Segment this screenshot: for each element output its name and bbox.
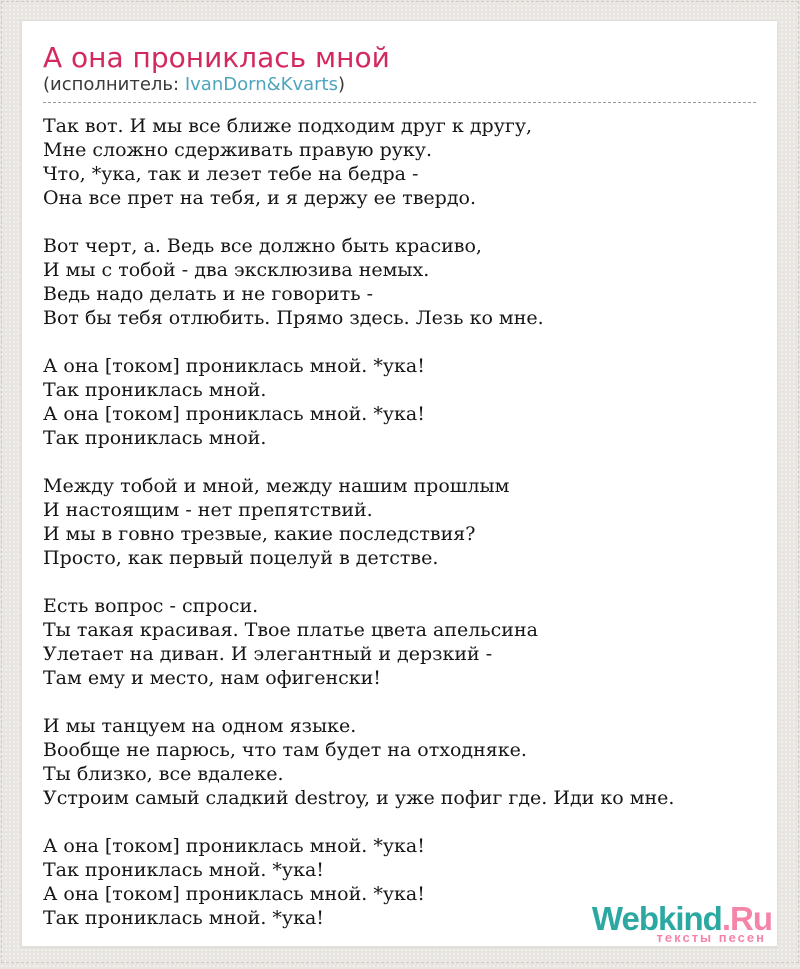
page-title: А она прониклась мной bbox=[43, 41, 390, 74]
lyric-line: Мне сложно сдерживать правую руку. bbox=[43, 139, 433, 161]
lyric-line: Есть вопрос - спроси. bbox=[43, 595, 259, 617]
performer-suffix: ) bbox=[337, 74, 345, 95]
lyric-line: Улетает на диван. И элегантный и дерзкий - bbox=[43, 643, 493, 665]
lyric-line: Просто, как первый поцелуй в детстве. bbox=[43, 547, 439, 569]
lyrics-text bbox=[43, 114, 756, 930]
lyric-line: И мы танцуем на одном языке. bbox=[43, 715, 357, 737]
artist-link[interactable]: IvanDorn&Kvarts bbox=[184, 74, 338, 95]
lyric-line: Там ему и место, нам офигенски! bbox=[43, 667, 381, 689]
lyric-line: И настоящим - нет препятствий. bbox=[43, 499, 373, 521]
lyric-line: Вот бы тебя отлюбить. Прямо здесь. Лезь ко мне. bbox=[43, 307, 544, 329]
lyric-line: Между тобой и мной, между нашим прошлым bbox=[43, 475, 510, 497]
lyric-line: И мы в говно трезвые, какие последствия? bbox=[43, 523, 476, 545]
content-card bbox=[21, 20, 778, 947]
lyric-line: Ведь надо делать и не говорить - bbox=[43, 283, 374, 305]
lyric-line: А она [током] прониклась мной. *ука! bbox=[43, 355, 425, 377]
lyric-line: А она [током] прониклась мной. *ука! bbox=[43, 835, 425, 857]
lyric-line: И мы с тобой - два эксклюзива немых. bbox=[43, 259, 430, 281]
logo-webkind-text: Webkind bbox=[591, 900, 722, 937]
lyric-line: Ты близко, все вдалеке. bbox=[43, 763, 284, 785]
lyric-line: Так прониклась мной. *ука! bbox=[43, 859, 324, 881]
lyric-line: Она все прет на тебя, и я держу ее твердо. bbox=[43, 187, 476, 209]
lyric-line: А она [током] прониклась мной. *ука! bbox=[43, 883, 425, 905]
performer-line bbox=[43, 74, 756, 103]
lyric-line: Так прониклась мной. *ука! bbox=[43, 907, 324, 929]
stanza bbox=[43, 354, 756, 450]
stanza bbox=[43, 714, 756, 810]
stanza bbox=[43, 594, 756, 690]
lyric-line: Так прониклась мной. bbox=[43, 427, 267, 449]
lyric-line: Устроим самый сладкий destroy, и уже пофиг где. Иди ко мне. bbox=[43, 787, 675, 809]
logo-tagline: тексты песен bbox=[656, 930, 766, 945]
performer-label: (исполнитель: bbox=[43, 74, 185, 95]
lyric-line: Так вот. И мы все ближе подходим друг к другу, bbox=[43, 115, 533, 137]
stanza bbox=[43, 234, 756, 330]
stanza bbox=[43, 474, 756, 570]
stanza bbox=[43, 114, 756, 210]
lyric-line: Вот черт, а. Ведь все должно быть красиво, bbox=[43, 235, 482, 257]
logo-ru-text: .Ru bbox=[721, 900, 772, 937]
lyric-line: Так прониклась мной. bbox=[43, 379, 267, 401]
lyric-line: А она [током] прониклась мной. *ука! bbox=[43, 403, 425, 425]
lyric-line: Ты такая красивая. Твое платье цвета апельсина bbox=[43, 619, 538, 641]
lyric-line: Что, *ука, так и лезет тебе на бедра - bbox=[43, 163, 419, 185]
webkind-logo[interactable] bbox=[592, 902, 772, 945]
lyric-line: Вообще не парюсь, что там будет на отходняке. bbox=[43, 739, 527, 761]
